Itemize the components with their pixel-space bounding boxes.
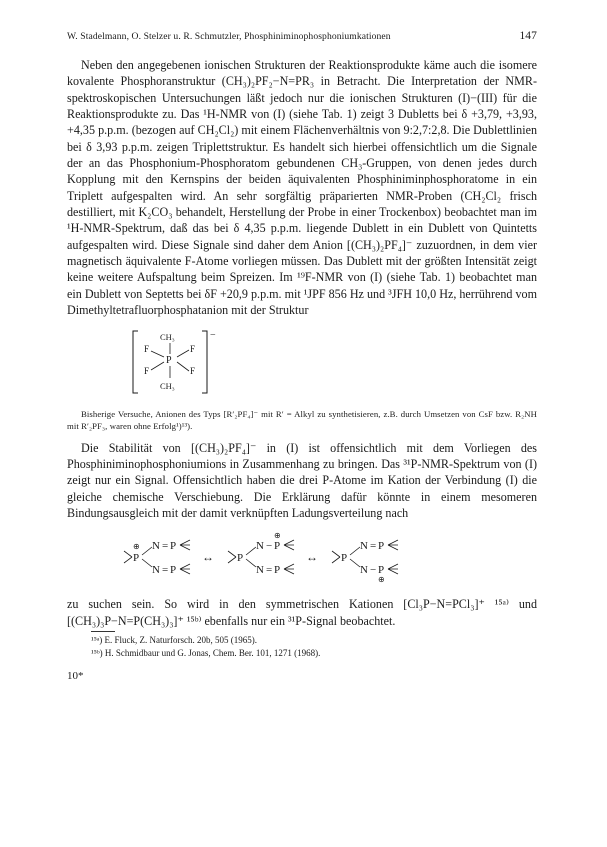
svg-text:P: P: [378, 564, 385, 577]
svg-text:P: P: [237, 552, 244, 565]
footnote-15a: ¹⁵ᵃ) E. Fluck, Z. Naturforsch. 20b, 505 (1965).: [91, 634, 258, 645]
svg-text:P: P: [378, 540, 385, 553]
svg-text:P: P: [274, 540, 281, 553]
svg-text:N: N: [152, 540, 160, 553]
resonance-structures: [122, 531, 537, 588]
svg-text:N: N: [360, 540, 368, 553]
paragraph-1: Neben den angegebenen ionischen Strukturen der Reaktionsprodukte käme auch die isomere kovalente Phosphoranstruktur (CH₃)₂PF₂−N=PR₃ in Betracht. Die Interpretation der NMR-spektroskopischen Untersuchungen läßt jedoch nur die ionischen Strukturen (I)−(III) für die Reaktionsprodukte zu. Das ¹H-NMR von (I) (siehe Tab. 1) zeigt 3 Dubletts bei δ +3,79, +3,93, +4,35 p.p.m. (bezogen auf CH₂Cl₂) mit einem Flächenverhältnis von 9:2,7:2,8. Die Dublettlinien bei δ 3,93 p.p.m. zeigen Triplettstruktur. Es handelt sich hierbei offensichtlich um die Signale der an das Phosphonium-Phosphoratom gebundenen CH₃-Gruppen, von denen jedes durch Kopplung mit den Kernspins der beiden äquivalenten Phosphiniminphosphoratome in ein Triplett aufgespalten wird. An sehr sorgfältig präparierten NMR-Proben (CH₂Cl₂ frisch destilliert, mit K₂CO₃ behandelt, Herstellung der Probe in einer Trockenbox) beobachtet man im ¹H-NMR-Spektrum, daß das bei δ 4,35 p.p.m. liegende Dublett in ein Dublett von Quintetts aufgespalten wird. Diese Signale sind daher dem Anion [(CH₃)₂PF₄]⁻ zuzuordnen, in dem vier magnetisch äquivalente F-Atome vorliegen müssen. Das Dublett mit der größten Intensität zeigt keine weitere Aufspaltung beim Spreizen. Im ¹⁹F-NMR von (I) (siehe Tab. 1) beobachtet man ein Dublett von Septetts bei δF +20,9 p.p.m. mit ¹JPF 856 Hz und ³JFH 10,0 Hz, herrührend vom Dimethyltetrafluorphosphatanion mit der Struktur: [67, 58, 537, 318]
resonance-form-2: [228, 531, 294, 576]
resonance-arrow-2: ↔: [306, 550, 318, 565]
svg-text:N: N: [256, 564, 264, 577]
resonance-form-1: [124, 540, 190, 576]
svg-text:=: =: [162, 540, 169, 553]
paragraph-3: zu suchen sein. So wird in den symmetrischen Kationen [Cl₃P−N=PCl₃]⁺ ¹⁵ᵃ⁾ und [(CH₃)₃P−N=P(CH₃)₃]⁺ ¹⁵ᵇ⁾ ebenfalls nur ein ³¹P-Signal beobachtet.: [67, 597, 537, 628]
anion-phosphorus: P: [166, 354, 172, 366]
svg-text:N: N: [152, 564, 160, 577]
anion-methyl-top: CH₃: [160, 331, 175, 342]
anion-methyl-bottom: CH₃: [160, 380, 175, 391]
svg-text:⊕: ⊕: [274, 531, 281, 541]
anion-charge: −: [210, 329, 216, 341]
resonance-arrow-1: ↔: [202, 550, 214, 565]
header-authors-title: W. Stadelmann, O. Stelzer u. R. Schmutzler, Phosphiniminophosphoniumkationen: [67, 31, 391, 42]
page-number: 147: [519, 30, 537, 42]
svg-text:=: =: [162, 564, 169, 577]
anion-fluorine-tl: F: [144, 343, 150, 354]
svg-text:P: P: [170, 540, 177, 553]
svg-text:N: N: [256, 540, 264, 553]
resonance-form-3: [332, 540, 398, 583]
svg-text:N: N: [360, 564, 368, 577]
svg-text:=: =: [266, 564, 273, 577]
svg-text:⊕: ⊕: [133, 542, 140, 552]
document-page: [67, 30, 537, 682]
svg-text:⊕: ⊕: [378, 575, 385, 584]
paragraph-2: Die Stabilität von [(CH₃)₂PF₄]⁻ in (I) ist offensichtlich mit dem Vorliegen des Phosphiniminophosphoniumions in Zusammenhang zu bringen. Das ³¹P-NMR-Spektrum von (I) zeigt nur ein Signal. Offensichtlich haben die drei P-Atome im Kation der Verbindung (I) die gleiche chemische Verschiebung. Die Erklärung dafür könnte in einem mesomeren Bindungsausgleich mit der damit verknüpften Ladungsverteilung nach: [67, 440, 537, 520]
svg-text:=: =: [370, 540, 377, 553]
running-header: [67, 30, 537, 43]
anion-fluorine-br: F: [190, 365, 196, 376]
signature-mark: 10*: [67, 669, 84, 682]
svg-text:P: P: [274, 564, 281, 577]
footnote-rule: [91, 631, 115, 632]
svg-text:P: P: [133, 552, 140, 565]
svg-text:−: −: [370, 564, 377, 577]
anion-fluorine-tr: F: [190, 343, 196, 354]
anion-structure: [130, 329, 537, 400]
footnote-15b: ¹⁵ᵇ) H. Schmidbaur und G. Jonas, Chem. Ber. 101, 1271 (1968).: [91, 648, 321, 659]
footnote-note: Bisherige Versuche, Anionen des Typs [R′₂PF₄]⁻ mit R′ = Alkyl zu synthetisieren, z.B. durch Umsetzen von CsF bzw. R₂NH mit R′₂PF₃, waren ohne Erfolg¹)¹³).: [67, 408, 537, 431]
svg-text:P: P: [341, 552, 348, 565]
anion-fluorine-bl: F: [144, 365, 150, 376]
svg-text:−: −: [266, 540, 273, 553]
svg-text:P: P: [170, 564, 177, 577]
